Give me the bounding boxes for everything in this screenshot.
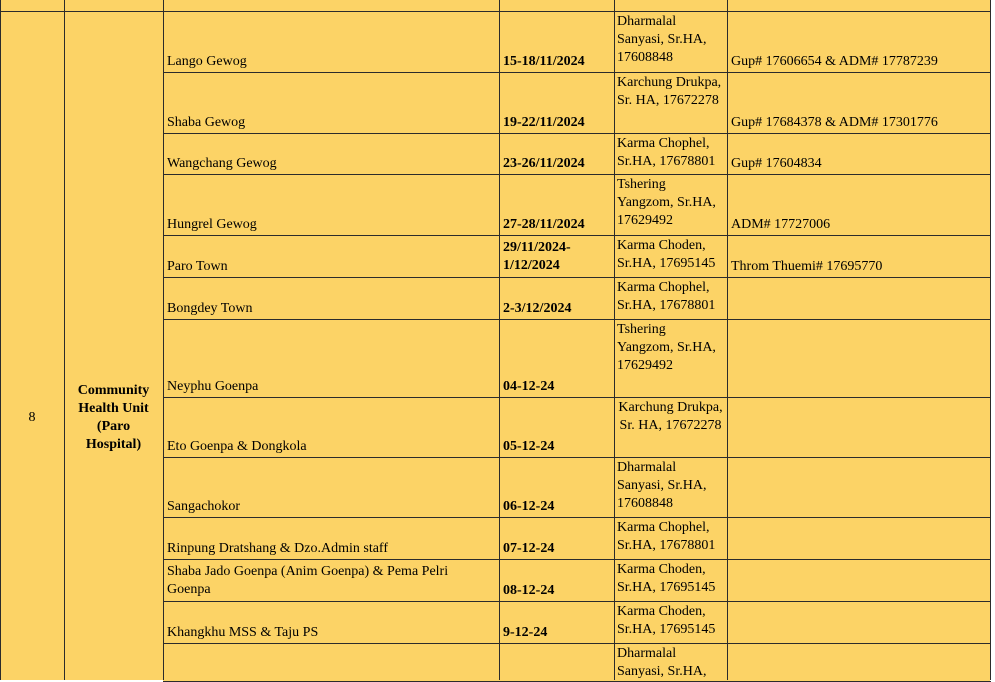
grid-hline	[163, 319, 991, 320]
place-cell[interactable]	[163, 174, 499, 235]
cell-top-strip	[727, 0, 990, 11]
place-text: Shaba Jado Goenpa (Anim Goenpa) & Pema Pelri Goenpa	[167, 564, 449, 597]
contact-cell[interactable]	[727, 133, 990, 174]
contact-cell[interactable]	[727, 174, 990, 235]
cell-top-strip	[163, 0, 499, 11]
place-cell[interactable]	[163, 133, 499, 174]
cell-top-strip	[64, 0, 163, 11]
grid-vline	[727, 0, 728, 680]
contact-text	[731, 438, 988, 456]
date-cell[interactable]	[499, 277, 614, 319]
grid-hline	[163, 133, 991, 134]
grid-hline	[163, 643, 991, 644]
staff-text: Karma Choden, Sr.HA, 17695145	[617, 238, 716, 271]
contact-text	[731, 498, 988, 516]
contact-cell[interactable]	[727, 601, 990, 643]
place-cell[interactable]	[163, 643, 499, 681]
contact-cell[interactable]	[727, 559, 990, 601]
grid-hline	[163, 601, 991, 602]
place-cell[interactable]	[163, 457, 499, 517]
contact-cell[interactable]	[727, 277, 990, 319]
grid-vline	[990, 0, 991, 680]
date-cell[interactable]	[499, 643, 614, 681]
unit-name: Community Health Unit (Paro Hospital)	[77, 383, 150, 452]
cell-top-strip	[0, 0, 64, 11]
place-cell[interactable]	[163, 235, 499, 277]
date-text: 9-12-24	[503, 625, 548, 640]
staff-cell[interactable]	[614, 643, 727, 681]
contact-text	[731, 662, 988, 680]
date-cell[interactable]	[499, 457, 614, 517]
contact-text	[731, 300, 988, 318]
place-text: Lango Gewog	[167, 54, 247, 69]
staff-text: Karma Choden, Sr.HA, 17695145	[617, 562, 716, 595]
staff-text: Tshering Yangzom, Sr.HA, 17629492	[617, 177, 716, 228]
place-cell[interactable]	[163, 11, 499, 72]
staff-cell[interactable]	[614, 133, 727, 174]
place-text	[167, 662, 497, 680]
place-text: Eto Goenpa & Dongkola	[167, 439, 307, 454]
grid-hline	[0, 11, 991, 12]
date-text: 19-22/11/2024	[503, 115, 585, 130]
grid-vline	[499, 0, 500, 680]
staff-text: Dharmalal Sanyasi, Sr.HA, 17608848	[617, 14, 707, 65]
place-text: Hungrel Gewog	[167, 217, 257, 232]
staff-cell[interactable]	[614, 517, 727, 559]
place-cell[interactable]	[163, 517, 499, 559]
date-text: 07-12-24	[503, 541, 555, 556]
contact-text: Gup# 17604834	[731, 156, 822, 171]
staff-text: Dharmalal Sanyasi, Sr.HA, 17608848	[617, 460, 707, 511]
contact-text	[731, 540, 988, 558]
place-text: Neyphu Goenpa	[167, 379, 259, 394]
place-cell[interactable]	[163, 601, 499, 643]
staff-cell[interactable]	[614, 601, 727, 643]
staff-text: Dharmalal Sanyasi, Sr.HA,	[617, 646, 707, 679]
date-text: 05-12-24	[503, 439, 555, 454]
contact-cell[interactable]	[727, 457, 990, 517]
date-text: 23-26/11/2024	[503, 156, 585, 171]
contact-cell[interactable]	[727, 319, 990, 397]
staff-text: Karchung Drukpa, Sr. HA, 17672278	[617, 75, 722, 108]
contact-cell[interactable]	[727, 397, 990, 457]
date-cell[interactable]	[499, 235, 614, 277]
grid-hline	[163, 457, 991, 458]
staff-cell[interactable]	[614, 235, 727, 277]
date-text: 06-12-24	[503, 499, 555, 514]
grid-vline	[163, 0, 164, 680]
date-text: 29/11/2024-1/12/2024	[503, 240, 571, 273]
staff-cell[interactable]	[614, 559, 727, 601]
date-text: 2-3/12/2024	[503, 301, 572, 316]
staff-cell[interactable]	[614, 72, 727, 133]
contact-text: Throm Thuemi# 17695770	[731, 259, 883, 274]
date-text: 08-12-24	[503, 583, 555, 598]
grid-hline	[163, 397, 991, 398]
contact-text	[731, 582, 988, 600]
contact-text: ADM# 17727006	[731, 217, 831, 232]
date-cell[interactable]	[499, 319, 614, 397]
staff-text: Karchung Drukpa, Sr. HA, 17672278	[618, 400, 723, 433]
contact-text: Gup# 17606654 & ADM# 17787239	[731, 54, 938, 69]
contact-cell[interactable]	[727, 517, 990, 559]
staff-text: Karma Chophel, Sr.HA, 17678801	[617, 520, 716, 553]
sno-cell[interactable]	[0, 11, 64, 680]
staff-text: Karma Chophel, Sr.HA, 17678801	[617, 136, 716, 169]
place-cell[interactable]	[163, 559, 499, 601]
date-text: 15-18/11/2024	[503, 54, 585, 69]
staff-text: Karma Chophel, Sr.HA, 17678801	[617, 280, 716, 313]
date-cell[interactable]	[499, 174, 614, 235]
staff-cell[interactable]	[614, 277, 727, 319]
contact-text	[731, 624, 988, 642]
staff-text: Tshering Yangzom, Sr.HA, 17629492	[617, 322, 716, 373]
contact-cell[interactable]	[727, 11, 990, 72]
staff-text: Karma Choden, Sr.HA, 17695145	[617, 604, 716, 637]
date-text: 04-12-24	[503, 379, 555, 394]
date-cell[interactable]	[499, 72, 614, 133]
date-cell[interactable]	[499, 397, 614, 457]
contact-text	[731, 378, 988, 396]
date-text	[503, 662, 612, 680]
place-text: Rinpung Dratshang & Dzo.Admin staff	[167, 541, 388, 556]
grid-hline	[163, 72, 991, 73]
contact-text: Gup# 17684378 & ADM# 17301776	[731, 115, 938, 130]
place-text: Shaba Gewog	[167, 115, 246, 130]
contact-cell[interactable]	[727, 643, 990, 681]
contact-cell[interactable]	[727, 235, 990, 277]
place-cell[interactable]	[163, 277, 499, 319]
serial-number: 8	[28, 410, 36, 425]
place-cell[interactable]	[163, 319, 499, 397]
cell-top-strip	[499, 0, 614, 11]
place-text: Paro Town	[167, 259, 228, 274]
grid-hline	[163, 559, 991, 560]
date-cell[interactable]	[499, 11, 614, 72]
grid-vline	[614, 0, 615, 680]
grid-hline	[163, 277, 991, 278]
staff-cell[interactable]	[614, 174, 727, 235]
place-text: Bongdey Town	[167, 301, 253, 316]
date-cell[interactable]	[499, 517, 614, 559]
place-cell[interactable]	[163, 397, 499, 457]
place-text: Khangkhu MSS & Taju PS	[167, 625, 319, 640]
place-text: Wangchang Gewog	[167, 156, 277, 171]
grid-hline	[163, 174, 991, 175]
grid-hline	[163, 517, 991, 518]
grid-vline	[64, 0, 65, 680]
unit-cell[interactable]	[64, 11, 163, 680]
date-cell[interactable]	[499, 133, 614, 174]
date-cell[interactable]	[499, 559, 614, 601]
grid-vline	[0, 0, 1, 680]
cell-top-strip	[614, 0, 727, 11]
staff-cell[interactable]	[614, 319, 727, 397]
contact-cell[interactable]	[727, 72, 990, 133]
grid-hline	[163, 235, 991, 236]
place-text: Sangachokor	[167, 499, 241, 514]
staff-cell[interactable]	[614, 457, 727, 517]
place-cell[interactable]	[163, 72, 499, 133]
staff-cell[interactable]	[614, 397, 727, 457]
staff-cell[interactable]	[614, 11, 727, 72]
date-cell[interactable]	[499, 601, 614, 643]
date-text: 27-28/11/2024	[503, 217, 585, 232]
